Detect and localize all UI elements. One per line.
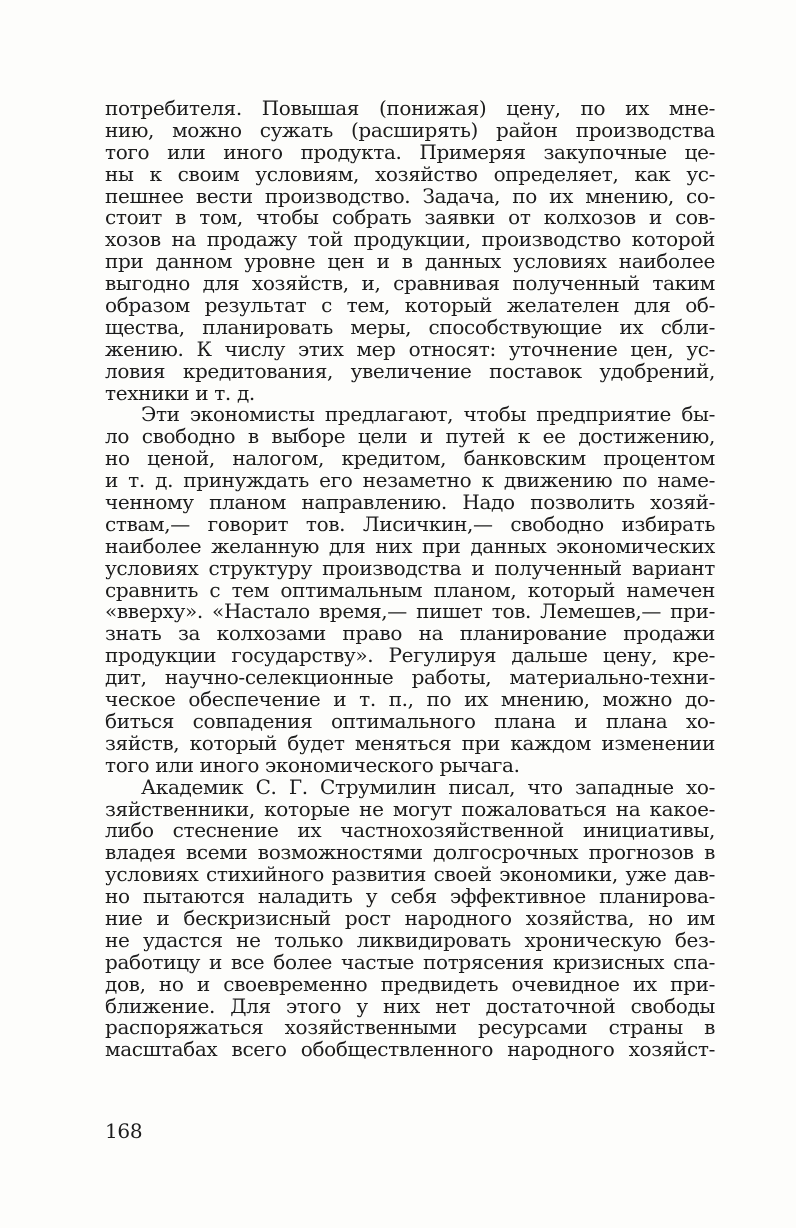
text-line: нию, можно сужать (расширять) район производства bbox=[105, 117, 715, 142]
text-line: условиях структуру производства и полученный вариант bbox=[105, 555, 715, 580]
text-line: пешнее вести производство. Задача, по их мнению, со- bbox=[105, 183, 715, 208]
text-line: продукции государству». Регулируя дальше цену, кре- bbox=[105, 643, 715, 668]
text-line: работицу и все более частые потрясения кризисных спа- bbox=[105, 949, 715, 974]
text-line: ческое обеспечение и т. п., по их мнению, можно до- bbox=[105, 687, 715, 712]
text-line: щества, планировать меры, способствующие их сбли- bbox=[105, 314, 715, 339]
text-line: либо стеснение их частнохозяйственной инициативы, bbox=[105, 818, 715, 843]
text-line: сравнить с тем оптимальным планом, который намечен bbox=[105, 577, 715, 602]
text-line: того или иного продукта. Примеряя закупочные це- bbox=[105, 139, 715, 164]
text-line: ло свободно в выборе цели и путей к ее достижению, bbox=[105, 424, 715, 449]
text-line: ченному планом направлению. Надо позволить хозяй- bbox=[105, 490, 715, 515]
text-line: хозов на продажу той продукции, производство которой bbox=[105, 227, 715, 252]
text-line: образом результат с тем, который желателен для об- bbox=[105, 293, 715, 318]
text-line: дов, но и своевременно предвидеть очевидное их при- bbox=[105, 971, 715, 996]
text-line: знать за колхозами право на планирование продажи bbox=[105, 621, 715, 646]
text-line: техники и т. д. bbox=[105, 380, 255, 405]
text-line: распоряжаться хозяйственными ресурсами страны в bbox=[105, 1015, 715, 1040]
text-line: но ценой, налогом, кредитом, банковским процентом bbox=[105, 446, 715, 471]
text-line: биться совпадения оптимального плана и плана хо- bbox=[105, 708, 715, 733]
text-line: масштабах всего обобществленного народного хозяйст- bbox=[105, 1037, 715, 1062]
text-line: и т. д. принуждать его незаметно к движению по наме- bbox=[105, 468, 715, 493]
text-line: ближение. Для этого у них нет достаточной свободы bbox=[105, 993, 715, 1018]
text-line: стоит в том, чтобы собрать заявки от колхозов и сов- bbox=[105, 205, 715, 230]
text-line: того или иного экономического рычага. bbox=[105, 752, 520, 777]
text-line: дит, научно-селекционные работы, материально-техни- bbox=[105, 665, 715, 690]
text-line: Академик С. Г. Струмилин писал, что западные хо- bbox=[141, 774, 715, 799]
text-line: потребителя. Повышая (понижая) цену, по их мне- bbox=[105, 96, 715, 120]
text-line: зяйственники, которые не могут пожаловаться на какое- bbox=[105, 796, 715, 821]
text-line: зяйств, который будет меняться при каждом изменении bbox=[105, 730, 715, 755]
text-line: ствам,— говорит тов. Лисичкин,— свободно избирать bbox=[105, 511, 715, 536]
text-line: наиболее желанную для них при данных экономических bbox=[105, 533, 715, 558]
text-line: ловия кредитования, увеличение поставок удобрений, bbox=[105, 358, 715, 383]
text-line: не удастся не только ликвидировать хроническую без- bbox=[105, 927, 715, 952]
text-line: «вверху». «Настало время,— пишет тов. Лемешев,— при- bbox=[105, 599, 715, 624]
body-text bbox=[105, 98, 715, 1061]
text-line: жению. К числу этих мер относят: уточнение цен, ус- bbox=[105, 336, 715, 361]
text-line: выгодно для хозяйств, и, сравнивая полученный таким bbox=[105, 271, 715, 296]
page-number: 168 bbox=[105, 1119, 143, 1143]
text-line: условиях стихийного развития своей экономики, уже дав- bbox=[105, 862, 715, 887]
text-line: владея всеми возможностями долгосрочных прогнозов в bbox=[105, 840, 715, 865]
text-line: ние и бескризисный рост народного хозяйства, но им bbox=[105, 905, 715, 930]
text-line: но пытаются наладить у себя эффективное планирова- bbox=[105, 884, 715, 909]
text-line: при данном уровне цен и в данных условиях наиболее bbox=[105, 249, 715, 274]
text-line: ны к своим условиям, хозяйство определяет, как ус- bbox=[105, 161, 715, 186]
text-line: Эти экономисты предлагают, чтобы предприятие бы- bbox=[141, 402, 715, 427]
